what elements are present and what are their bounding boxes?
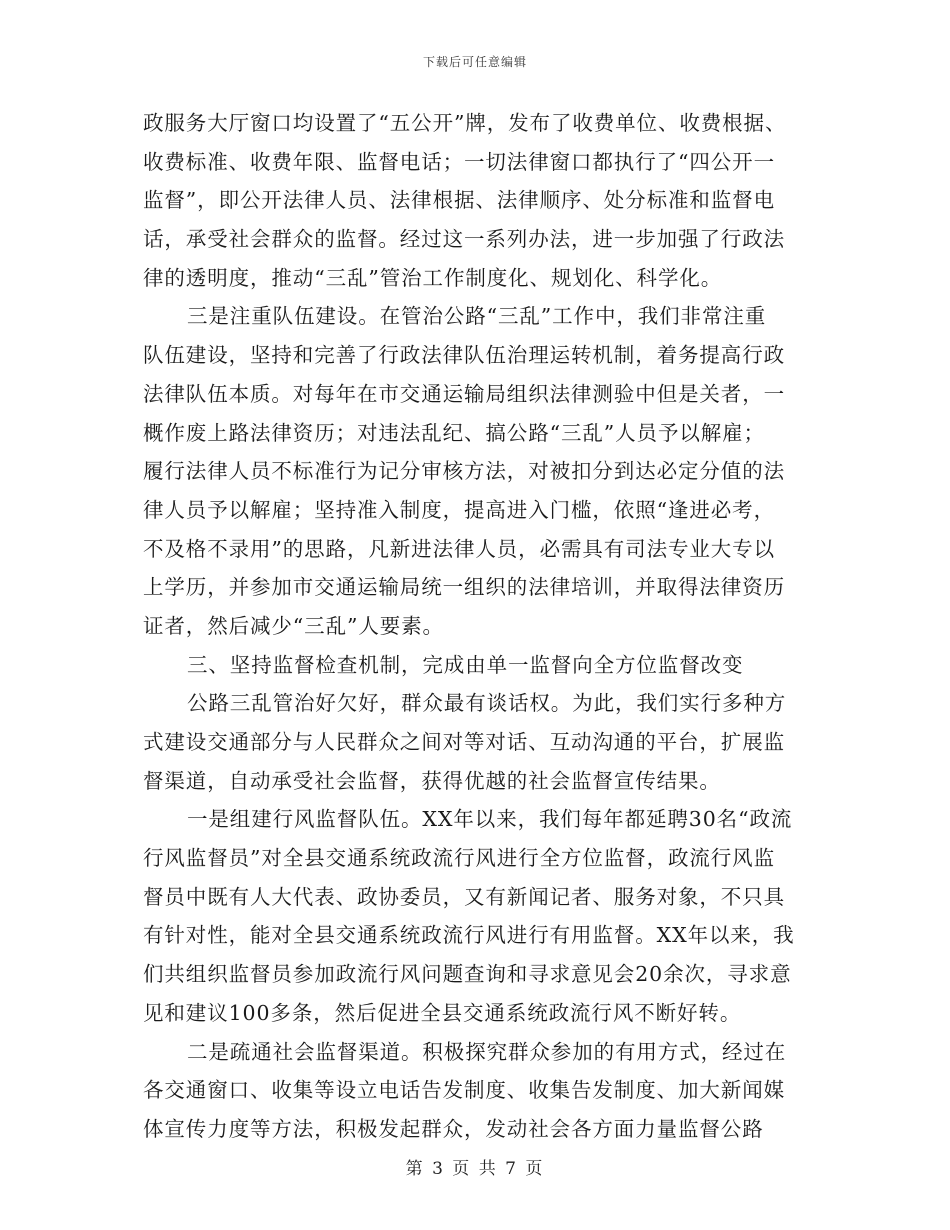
text-line: 有针对性，能对全县交通系统政流行风进行有用监督。XX年以来，我 [143,923,795,948]
text-line: 收费标准、收费年限、监督电话；一切法律窗口都执行了“四公开一 [143,149,775,174]
text-line: 话，承受社会群众的监督。经过这一系列办法，进一步加强了行政法 [143,227,785,252]
text-line: 见和建议100多条，然后促进全县交通系统政流行风不断好转。 [143,1000,742,1025]
text-line: 不及格不录用”的思路，凡新进法律人员，必需具有司法专业大专以 [143,536,775,561]
text-line: 各交通窗口、收集等设立电话告发制度、收集告发制度、加大新闻媒 [143,1078,785,1103]
paragraph-start-line: 公路三乱管治好欠好，群众最有谈话权。为此，我们实行多种方 [187,691,787,716]
text-line: 式建设交通部分与人民群众之间对等对话、互动沟通的平台，扩展监 [143,730,785,754]
document-body [143,104,808,1149]
text-line: 律人员予以解雇；坚持准入制度，提高进入门槛，依照“逢进必考， [143,497,775,522]
text-line: 队伍建设，坚持和完善了行政法律队伍治理运转机制，着务提高行政 [143,343,785,368]
text-line: 督渠道，自动承受社会监督，获得优越的社会监督宣传结果。 [143,768,721,793]
text-line: 体宣传力度等方法，积极发起群众，发动社会各方面力量监督公路 [143,1116,764,1141]
page-number: 第 3 页 共 7 页 [405,1159,545,1179]
text-line: 们共组织监督员参加政流行风问题查询和寻求意见会20余次，寻求意 [143,962,792,987]
text-line: 政服务大厅窗口均设置了“五公开”牌，发布了收费单位、收费根据、 [143,111,787,135]
text-line: 证者，然后减少“三乱”人要素。 [143,613,444,638]
text-line: 监督”，即公开法律人员、法律根据、法律顺序、处分标准和监督电 [143,188,775,213]
paragraph-start-line: 一是组建行风监督队伍。XX年以来，我们每年都延聘30名“政流 [187,807,793,832]
paragraph-start-line: 二是疏通社会监督渠道。积极探究群众参加的有用方式，经过在 [187,1039,787,1064]
page-header: 下载后可任意编辑 [422,55,527,69]
text-line: 概作废上路法律资历；对违法乱纪、搞公路“三乱”人员予以解雇； [143,420,765,445]
text-line: 上学历，并参加市交通运输局统一组织的法律培训，并取得法律资历 [143,575,785,600]
paragraph-start-line: 三是注重队伍建设。在管治公路“三乱”工作中，我们非常注重 [187,304,767,329]
text-line: 法律队伍本质。对每年在市交通运输局组织法律测验中但是关者，一 [143,381,785,406]
section-heading: 三、坚持监督检查机制，完成由单一监督向全方位监督改变 [187,652,744,677]
text-line: 律的透明度，推动“三乱”管治工作制度化、规划化、科学化。 [143,265,723,290]
text-line: 督员中既有人大代表、政协委员，又有新闻记者、服务对象，不只具 [143,884,785,909]
text-line: 行风监督员”对全县交通系统政流行风进行全方位监督，政流行风监 [143,846,775,871]
text-line: 履行法律人员不标准行为记分审核方法，对被扣分到达必定分值的法 [143,459,785,484]
